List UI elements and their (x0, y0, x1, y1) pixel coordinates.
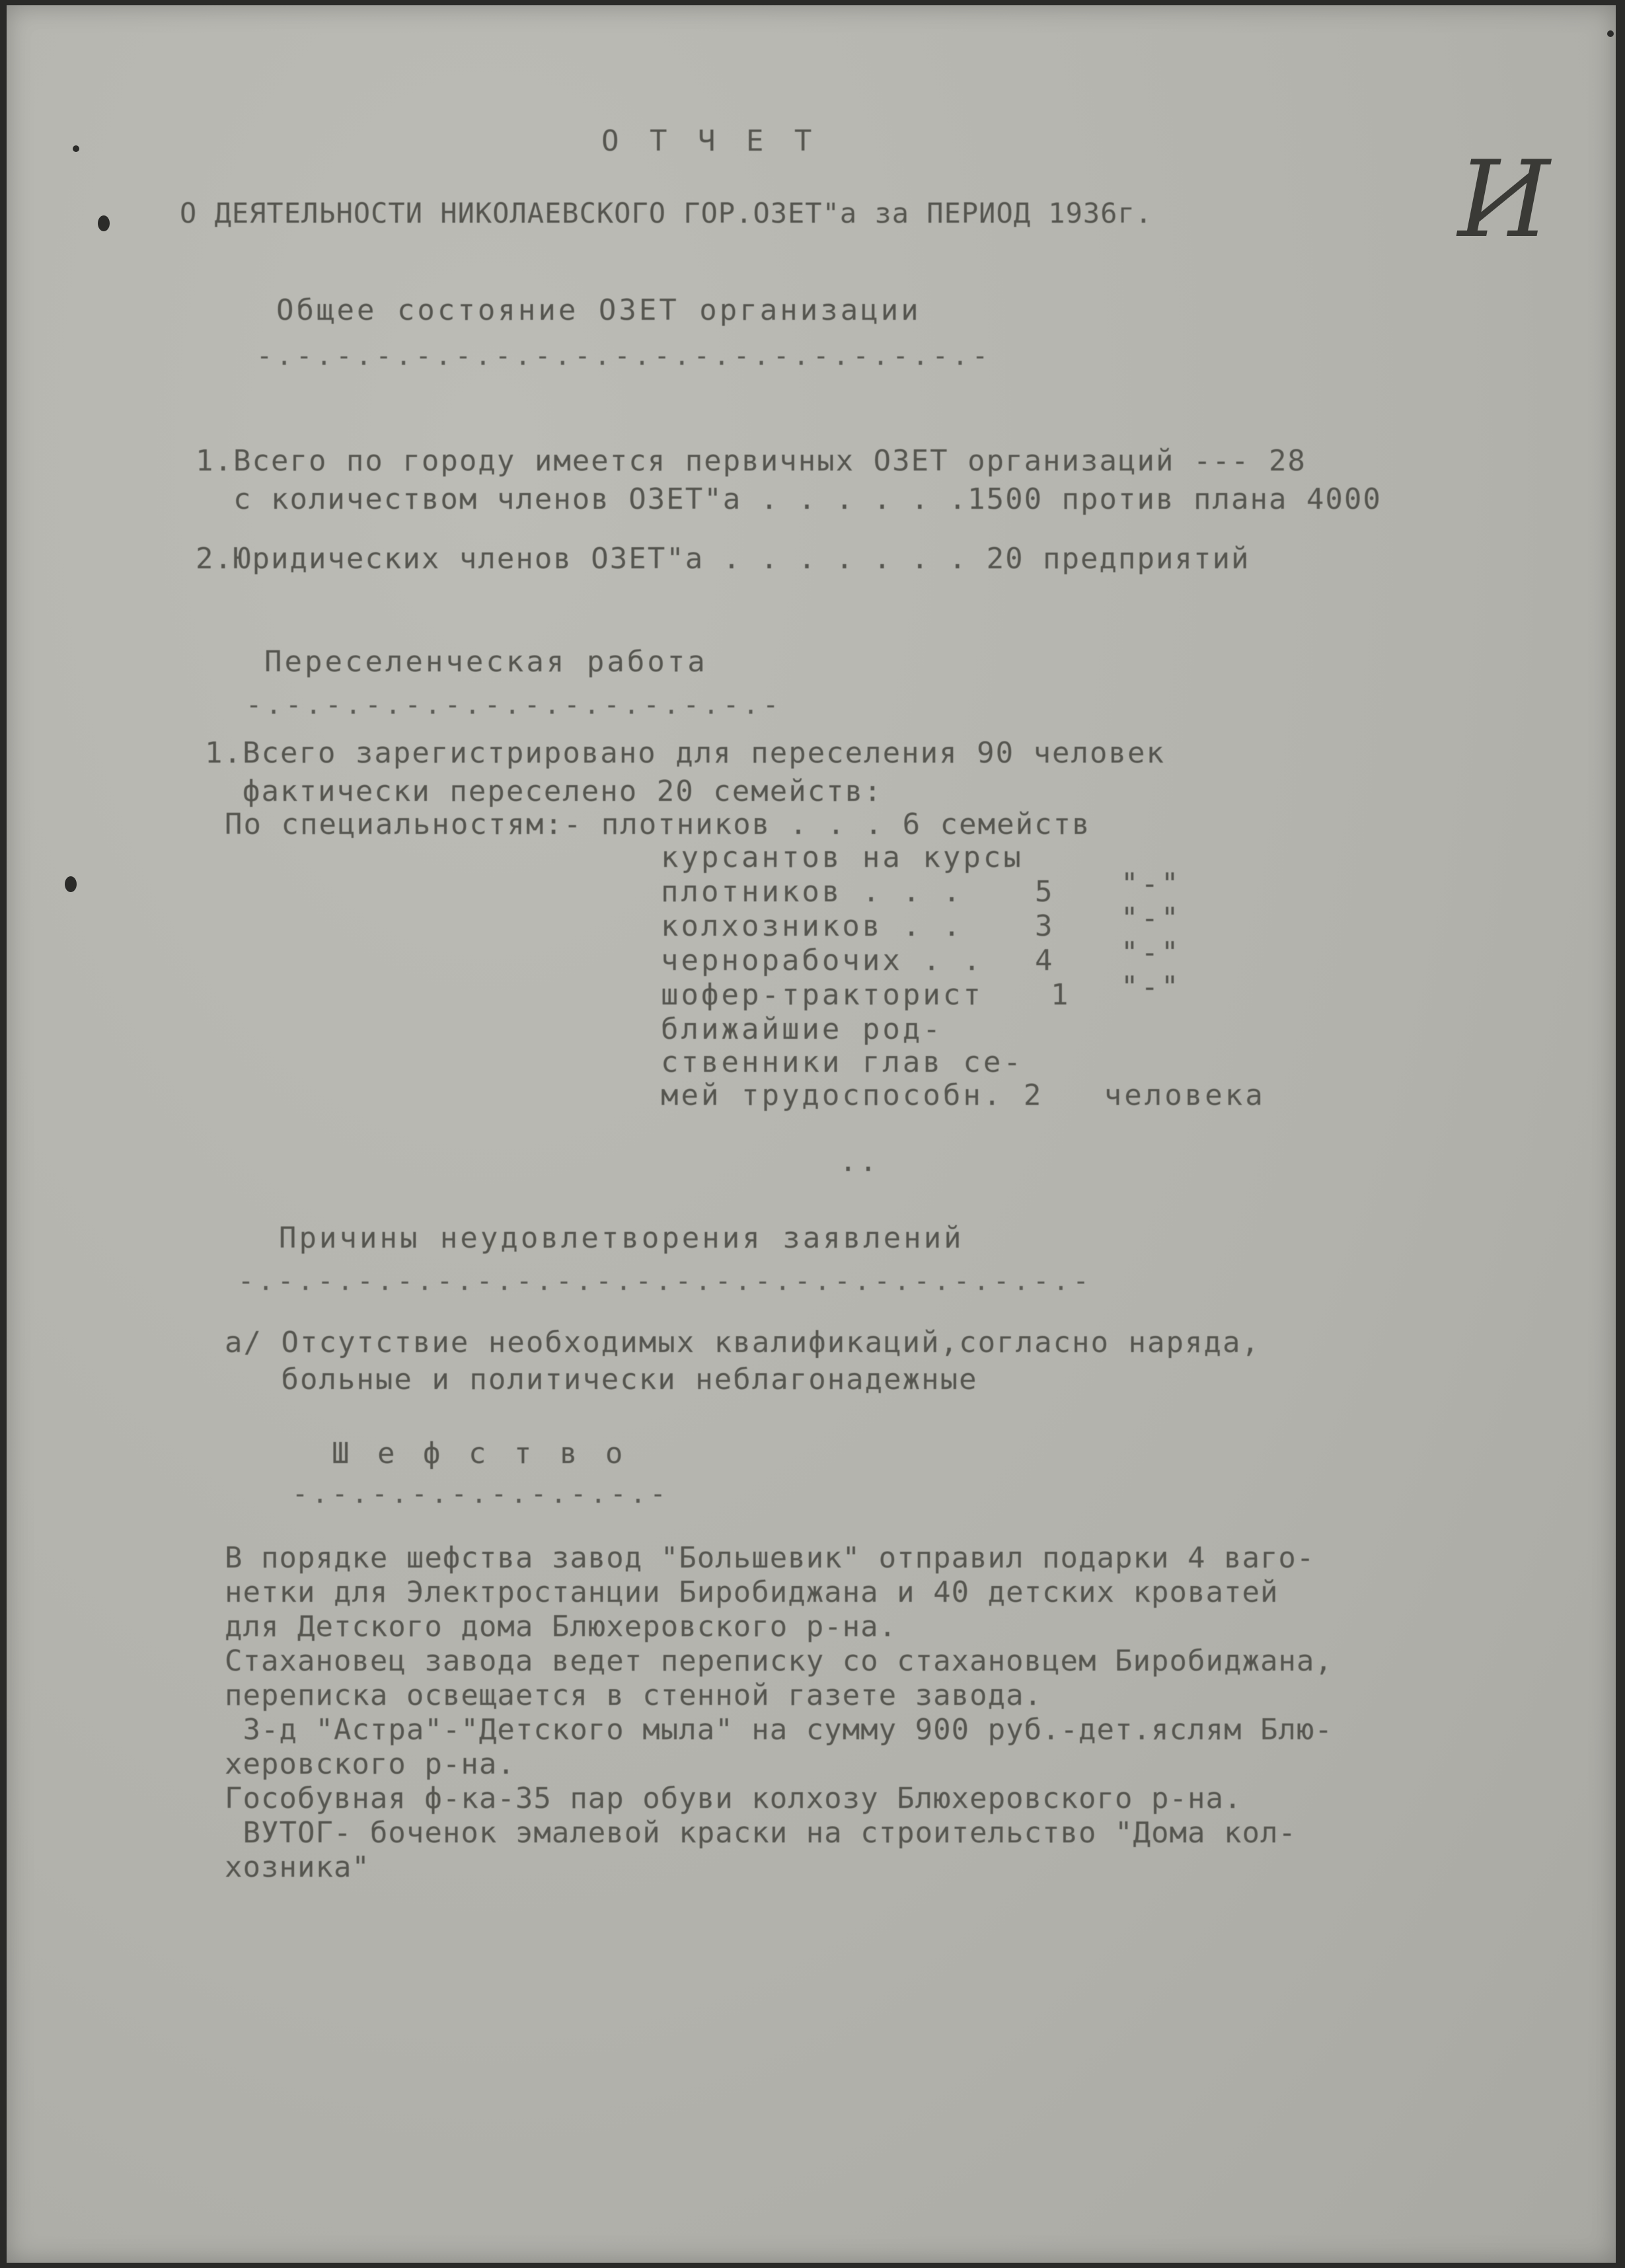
section-heading-reasons: Причины неудовлетворения заявлений (279, 1221, 964, 1255)
patronage-line: З-д "Астра"-"Детского мыла" на сумму 900 руб.-дет.яслям Блю- (225, 1713, 1333, 1747)
report-title: О Т Ч Е Т (601, 124, 819, 158)
patronage-line: переписка освещается в стенной газете завода. (225, 1679, 1043, 1712)
resettlement-line-1: 1.Всего зарегистрировано для переселения 90 человек (205, 736, 1166, 770)
ditto-mark: "-" (1121, 970, 1182, 1004)
spec-count: 1 (1051, 978, 1071, 1012)
resettlement-line-2: фактически переселено 20 семейств: (205, 775, 883, 808)
section-heading-patronage: Ш е ф с т в о (332, 1437, 628, 1470)
patronage-line: для Детского дома Блюхеровского р-на. (225, 1610, 897, 1644)
section-heading-resettlement: Переселенческая работа (264, 645, 708, 679)
relatives-line-1: ближайшие род- (661, 1012, 943, 1046)
report-subtitle: О ДЕЯТЕЛЬНОСТИ НИКОЛАЕВСКОГО ГОР.ОЗЕТ"а за ПЕРИОД 1936г. (180, 197, 1153, 229)
spec-count: 3 (1035, 909, 1055, 943)
ditto-mark: "-" (1121, 936, 1182, 969)
patronage-line: Стахановец завода ведет переписку со стахановцем Биробиджана, (225, 1644, 1333, 1678)
spec-item: курсантов на курсы (661, 841, 1024, 874)
dots: .. (839, 1145, 880, 1178)
spec-item: чернорабочих . . (661, 944, 983, 977)
spec-count: 5 (1035, 875, 1055, 909)
general-line-1: 1.Всего по городу имеется первичных ОЗЕТ организаций --- 28 (196, 444, 1306, 478)
handwritten-mark: И (1458, 137, 1550, 261)
punch-hole (65, 876, 77, 892)
ditto-mark: "-" (1121, 901, 1182, 935)
general-line-3: 2.Юридических членов ОЗЕТ"а . . . . . . . 20 предприятий (196, 542, 1250, 576)
relatives-line-3: мей трудоспособн. 2 человека (661, 1078, 1266, 1112)
patronage-line: хозника" (225, 1850, 370, 1884)
ditto-mark: "-" (1121, 867, 1182, 901)
relatives-line-2: ственники глав се- (661, 1045, 1024, 1079)
punch-hole (98, 215, 110, 231)
general-line-2: с количеством членов ОЗЕТ"а . . . . . .1500 против плана 4000 (196, 482, 1382, 516)
reasons-line-2: больные и политически неблагонадежные (225, 1363, 978, 1396)
spec-count: 4 (1035, 944, 1055, 977)
heading-underline: -.-.-.-.-.-.-.-.-.- (292, 1479, 670, 1509)
patronage-line: Гособувная ф-ка-35 пар обуви колхозу Блюхеровского р-на. (225, 1782, 1242, 1815)
punch-hole (73, 145, 79, 152)
section-heading-general: Общее состояние ОЗЕТ организации (276, 293, 921, 327)
patronage-line: ВУТОГ- боченок эмалевой краски на строительство "Дома кол- (225, 1816, 1297, 1850)
reasons-line-1: а/ Отсутствие необходимых квалификаций,согласно наряда, (225, 1326, 1260, 1359)
heading-underline: -.-.-.-.-.-.-.-.-.-.-.-.-.-.-.-.-.-.-.-.-.- (238, 1266, 1093, 1297)
document-sheet (7, 5, 1616, 2263)
heading-underline: -.-.-.-.-.-.-.-.-.-.-.-.-.-.-.-.-.-.- (256, 341, 993, 371)
patronage-line: нетки для Электростанции Биробиджана и 40 детских кроватей (225, 1575, 1279, 1609)
spec-item: шофер-тракторист (661, 978, 983, 1012)
heading-underline: -.-.-.-.-.-.-.-.-.-.-.-.-.- (246, 690, 783, 720)
patronage-line: херовского р-на. (225, 1747, 515, 1781)
spec-item: колхозников . . (661, 909, 964, 943)
patronage-line: В порядке шефства завод "Большевик" отправил подарки 4 ваго- (225, 1541, 1315, 1575)
spec-item: плотников . . . (661, 875, 964, 909)
punch-hole (1607, 30, 1614, 37)
resettlement-line-3: По специальностям:- плотников . . . 6 семейств (225, 808, 1091, 841)
